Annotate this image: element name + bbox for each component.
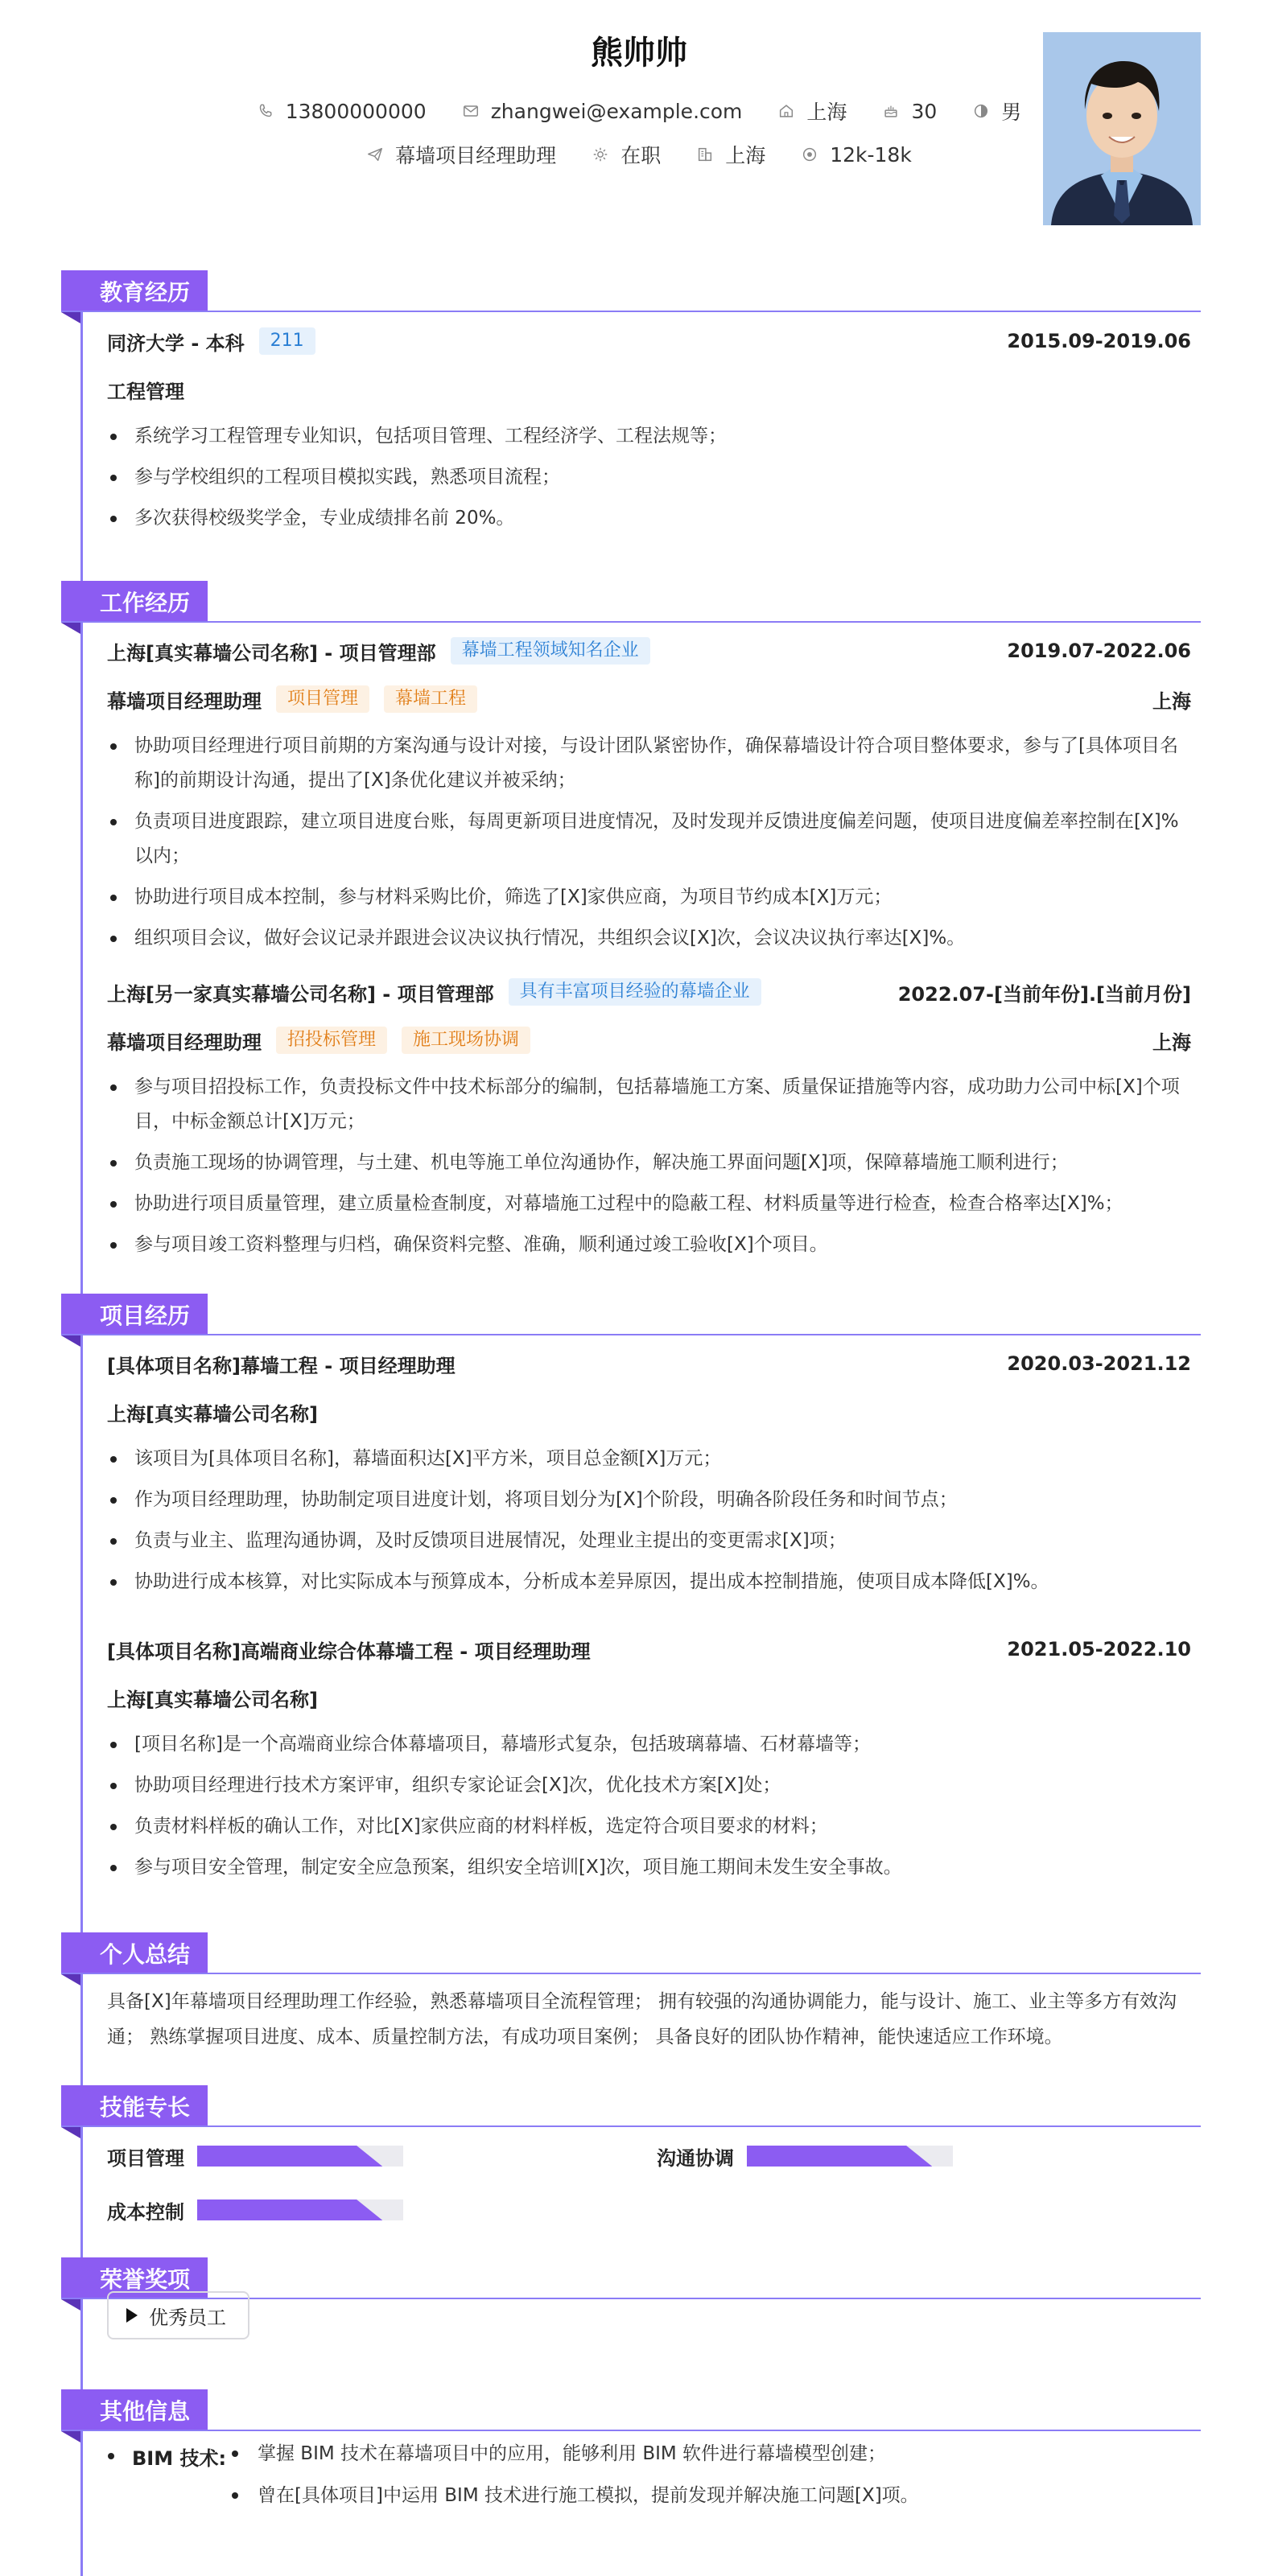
age-text: 30 bbox=[911, 99, 938, 123]
skill-3-fill bbox=[197, 2199, 382, 2220]
candidate-name: 熊帅帅 bbox=[591, 35, 687, 72]
work-1-role-row bbox=[107, 683, 1191, 715]
list-item: 系统学习工程管理专业知识，包括项目管理、工程经济学、工程法规等； bbox=[107, 419, 1191, 454]
work-1-bullets bbox=[107, 729, 1191, 962]
work-1-header bbox=[107, 635, 1191, 667]
work-1-location: 上海 bbox=[1152, 689, 1191, 713]
list-item: 该项目为[具体项目名称]，幕墙面积达[X]平方米，项目总金额[X]万元； bbox=[107, 1442, 1191, 1476]
project-1-bullets bbox=[107, 1442, 1191, 1606]
list-item: 协助项目经理进行项目前期的方案沟通与设计对接，与设计团队紧密协作，确保幕墙设计符合项目整体要求，参与了[具体项目名称]的前期设计沟通，提出了[X]条优化建议并被采纳； bbox=[107, 729, 1191, 798]
email-info bbox=[462, 100, 743, 123]
city-info bbox=[777, 97, 847, 126]
summary-text: 具备[X]年幕墙项目经理助理工作经验，熟悉幕墙项目全流程管理； 拥有较强的沟通协调能力，能与设计、施工、业主等多方有效沟通； 熟练掌握项目进度、成本、质量控制方法，有成功项目案例； 具备良好的团队协作精神，能快速适应工作环境。 bbox=[107, 1991, 1177, 2047]
project-2-company: 上海[真实幕墙公司名称] bbox=[107, 1688, 318, 1711]
list-item: 多次获得校级奖学金，专业成绩排名前 20%。 bbox=[107, 501, 1191, 536]
work-2-date: 2022.07-[当前年份].[当前月份] bbox=[897, 982, 1191, 1006]
list-item: 协助进行项目质量管理，建立质量检查制度，对幕墙施工过程中的隐蔽工程、材料质量等进行检查，检查合格率达[X]%； bbox=[107, 1187, 1191, 1221]
work-2-role: 幕墙项目经理助理 bbox=[107, 1031, 262, 1054]
project-1-company: 上海[真实幕墙公司名称] bbox=[107, 1402, 318, 1426]
project-1-company-row bbox=[107, 1396, 1191, 1428]
list-item: 曾在[具体项目]中运用 BIM 技术进行施工模拟，提前发现并解决施工问题[X]项。 bbox=[229, 2475, 1194, 2516]
work-2-company-tag: 具有丰富项目经验的幕墙企业 bbox=[509, 978, 761, 1006]
education-heading-fold bbox=[61, 312, 80, 323]
list-item: 协助进行项目成本控制，参与材料采购比价，筛选了[X]家供应商，为项目节约成本[X]万元； bbox=[107, 880, 1191, 915]
phone-info bbox=[257, 100, 427, 123]
project-2-date: 2021.05-2022.10 bbox=[1007, 1638, 1191, 1660]
skill-1-name: 项目管理 bbox=[107, 2146, 184, 2170]
target-city-info bbox=[696, 140, 765, 169]
skill-2-bar bbox=[747, 2146, 953, 2167]
work-2-location: 上海 bbox=[1152, 1031, 1191, 1054]
education-bullets bbox=[107, 419, 1191, 542]
work-2-role-row bbox=[107, 1024, 1191, 1056]
salary-coin-icon bbox=[801, 146, 818, 163]
list-item: 参与项目招投标工作，负责投标文件中技术标部分的编制，包括幕墙施工方案、质量保证措施等内容，成功助力公司中标[X]个项目，中标金额总计[X]万元； bbox=[107, 1070, 1191, 1139]
project-1-header bbox=[107, 1348, 1191, 1380]
cake-icon bbox=[882, 102, 900, 120]
skills-heading: 技能专长 bbox=[61, 2085, 208, 2127]
gender-info bbox=[972, 97, 1021, 126]
timeline-rail bbox=[80, 296, 83, 2576]
list-item: 负责与业主、监理沟通协调，及时反馈项目进展情况，处理业主提出的变更需求[X]项； bbox=[107, 1524, 1191, 1558]
other-heading: 其他信息 bbox=[61, 2389, 208, 2431]
skill-3-name: 成本控制 bbox=[107, 2200, 184, 2224]
work-1-company-tag: 幕墙工程领域知名企业 bbox=[451, 637, 650, 665]
skill-2-name: 沟通协调 bbox=[657, 2146, 734, 2170]
education-heading: 教育经历 bbox=[61, 270, 208, 312]
gender-icon bbox=[972, 102, 990, 120]
list-item: 负责项目进度跟踪，建立项目进度台账，每周更新项目进度情况，及时发现并反馈进度偏差问题，使项目进度偏差率控制在[X]%以内； bbox=[107, 804, 1191, 874]
skill-item-2 bbox=[657, 2140, 953, 2172]
work-heading-fold bbox=[61, 623, 80, 634]
skills-heading-fold bbox=[61, 2127, 80, 2138]
list-item: 参与学校组织的工程项目模拟实践，熟悉项目流程； bbox=[107, 460, 1191, 495]
status-text: 在职 bbox=[620, 144, 662, 167]
education-divider bbox=[61, 311, 1201, 312]
projects-divider bbox=[61, 1334, 1201, 1335]
work-2-role-tag-2: 施工现场协调 bbox=[402, 1027, 530, 1054]
award-label: 优秀员工 bbox=[149, 2306, 226, 2329]
major-name: 工程管理 bbox=[107, 380, 184, 403]
target-city-text: 上海 bbox=[725, 144, 766, 167]
play-icon bbox=[126, 2308, 138, 2323]
projects-heading: 项目经历 bbox=[61, 1294, 208, 1335]
work-divider bbox=[61, 621, 1201, 623]
list-item: 负责材料样板的确认工作，对比[X]家供应商的材料样板，选定符合项目要求的材料； bbox=[107, 1809, 1191, 1844]
profile-photo bbox=[1043, 32, 1201, 225]
list-item: 组织项目会议，做好会议记录并跟进会议决议执行情况，共组织会议[X]次，会议决议执行率达[X]%。 bbox=[107, 921, 1191, 956]
work-2-header bbox=[107, 976, 1191, 1008]
other-heading-fold bbox=[61, 2431, 80, 2442]
list-item: 参与项目安全管理，制定安全应急预案，组织安全培训[X]次，项目施工期间未发生安全事故。 bbox=[107, 1850, 1191, 1885]
gender-text: 男 bbox=[1001, 101, 1022, 124]
age-info bbox=[882, 100, 937, 123]
work-1-company: 上海[真实幕墙公司名称] - 项目管理部 bbox=[107, 641, 436, 665]
work-2-role-tag-1: 招投标管理 bbox=[276, 1027, 387, 1054]
phone-icon bbox=[257, 102, 274, 120]
skill-1-bar bbox=[197, 2146, 403, 2167]
project-2-bullets bbox=[107, 1727, 1191, 1891]
email-text: zhangwei@example.com bbox=[490, 99, 743, 123]
project-2-company-row bbox=[107, 1681, 1191, 1714]
award-badge[interactable] bbox=[107, 2291, 249, 2339]
list-item: 参与项目竣工资料整理与归档，确保资料完整、准确，顺利通过竣工验收[X]个项目。 bbox=[107, 1228, 1191, 1262]
skill-item-1 bbox=[107, 2140, 403, 2172]
project-1-name: [具体项目名称]幕墙工程 - 项目经理助理 bbox=[107, 1354, 456, 1377]
school-name: 同济大学 - 本科 bbox=[107, 331, 245, 355]
list-item: [项目名称]是一个高端商业综合体幕墙项目，幕墙形式复杂，包括玻璃幕墙、石材幕墙等； bbox=[107, 1727, 1191, 1762]
work-2-company: 上海[另一家真实幕墙公司名称] - 项目管理部 bbox=[107, 982, 494, 1006]
school-tag: 211 bbox=[259, 327, 315, 355]
target-job-info bbox=[366, 140, 556, 169]
list-item: 协助项目经理进行技术方案评审，组织专家论证会[X]次，优化技术方案[X]处； bbox=[107, 1768, 1191, 1803]
summary-divider bbox=[61, 1973, 1201, 1974]
send-icon bbox=[366, 146, 384, 163]
skill-1-fill bbox=[197, 2146, 382, 2167]
work-1-role: 幕墙项目经理助理 bbox=[107, 689, 262, 713]
email-icon bbox=[462, 102, 480, 120]
summary-heading: 个人总结 bbox=[61, 1932, 208, 1974]
project-2-header bbox=[107, 1633, 1191, 1665]
skills-divider bbox=[61, 2125, 1201, 2127]
status-info bbox=[592, 140, 661, 169]
skill-2-fill bbox=[747, 2146, 932, 2167]
status-gear-icon bbox=[592, 146, 609, 163]
city-text: 上海 bbox=[806, 101, 847, 124]
target-job-text: 幕墙项目经理助理 bbox=[395, 144, 557, 167]
project-2-name: [具体项目名称]高端商业综合体幕墙工程 - 项目经理助理 bbox=[107, 1640, 591, 1663]
honors-heading: 荣誉奖项 bbox=[61, 2257, 208, 2299]
skill-item-3 bbox=[107, 2194, 403, 2226]
list-item: 掌握 BIM 技术在幕墙项目中的应用，能够利用 BIM 软件进行幕墙模型创建； bbox=[229, 2433, 1194, 2475]
major-row bbox=[107, 373, 1191, 405]
project-1-date: 2020.03-2021.12 bbox=[1007, 1352, 1191, 1375]
phone-text: 13800000000 bbox=[285, 99, 427, 123]
other-key-label: BIM 技术: bbox=[132, 2442, 226, 2471]
education-date: 2015.09-2019.06 bbox=[1007, 330, 1191, 352]
building-icon bbox=[696, 146, 714, 163]
list-item: 负责施工现场的协调管理，与土建、机电等施工单位沟通协作，解决施工界面问题[X]项，保障幕墙施工顺利进行； bbox=[107, 1146, 1191, 1180]
home-icon bbox=[777, 102, 795, 120]
other-divider bbox=[61, 2430, 1201, 2431]
work-1-date: 2019.07-2022.06 bbox=[1007, 640, 1191, 662]
other-bullets bbox=[229, 2433, 1194, 2516]
work-1-role-tag-2: 幕墙工程 bbox=[384, 685, 477, 713]
salary-text: 12k-18k bbox=[830, 142, 912, 167]
skill-3-bar bbox=[197, 2199, 403, 2220]
work-2-bullets bbox=[107, 1070, 1191, 1269]
salary-info bbox=[801, 143, 912, 167]
honors-heading-fold bbox=[61, 2299, 80, 2311]
work-heading: 工作经历 bbox=[61, 581, 208, 623]
profile-photo-illustration bbox=[1043, 32, 1201, 225]
summary-heading-fold bbox=[61, 1974, 80, 1985]
list-item: 协助进行成本核算，对比实际成本与预算成本，分析成本差异原因，提出成本控制措施，使项目成本降低[X]%。 bbox=[107, 1565, 1191, 1599]
list-item: 作为项目经理助理，协助制定项目进度计划，将项目划分为[X]个阶段，明确各阶段任务和时间节点； bbox=[107, 1483, 1191, 1517]
education-header-row bbox=[107, 325, 1191, 357]
projects-heading-fold bbox=[61, 1335, 80, 1347]
work-1-role-tag-1: 项目管理 bbox=[276, 685, 369, 713]
